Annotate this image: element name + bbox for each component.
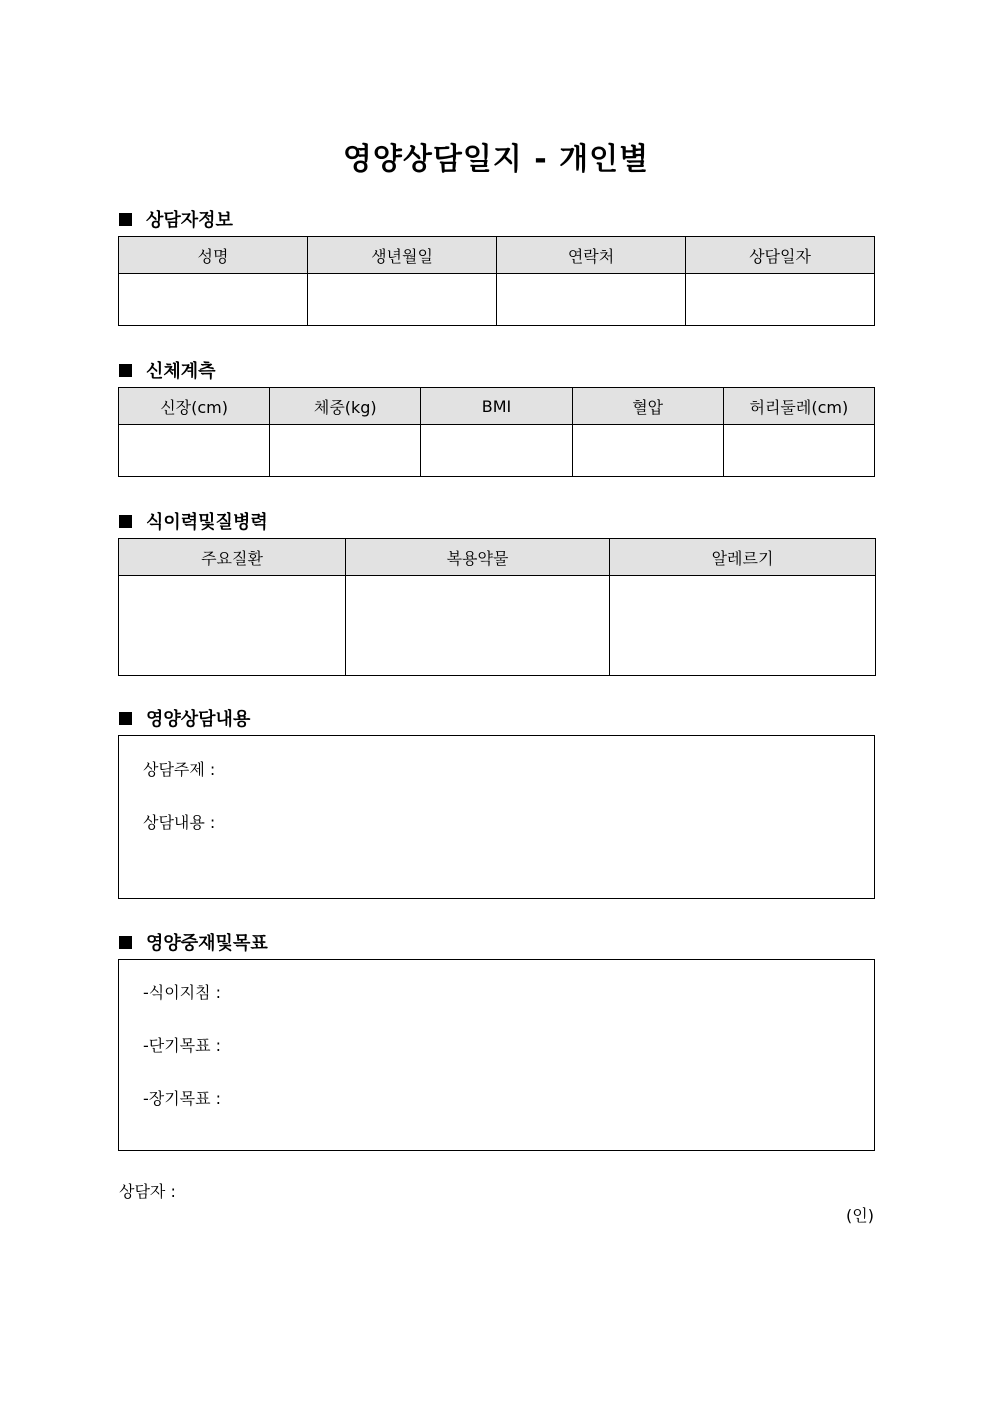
column-header: 성명	[119, 237, 308, 274]
section-title: 영양중재및목표	[146, 933, 268, 954]
counsel-topic-label: 상담주제 :	[143, 760, 216, 779]
history-table	[118, 538, 876, 676]
square-bullet-icon	[119, 364, 132, 377]
column-header: 혈압	[572, 388, 723, 425]
section-heading-body-measure	[119, 357, 216, 383]
diet-guideline-label: -식이지침 :	[143, 983, 222, 1002]
square-bullet-icon	[119, 515, 132, 528]
long-term-goal-label: -장기목표 :	[143, 1089, 222, 1108]
page-title: 영양상담일지 - 개인별	[342, 142, 650, 177]
section-title: 상담자정보	[146, 210, 233, 231]
column-header: BMI	[421, 388, 572, 425]
square-bullet-icon	[119, 936, 132, 949]
table-header-row	[119, 388, 875, 425]
intervention-box[interactable]	[118, 959, 875, 1151]
name-cell[interactable]	[119, 274, 308, 326]
main-disease-cell[interactable]	[119, 576, 346, 676]
table-header-row	[119, 237, 875, 274]
bmi-cell[interactable]	[421, 425, 572, 477]
column-header: 주요질환	[119, 539, 346, 576]
weight-cell[interactable]	[270, 425, 421, 477]
column-header: 복용약물	[346, 539, 610, 576]
section-heading-intervention	[119, 929, 268, 955]
short-term-goal-label: -단기목표 :	[143, 1036, 222, 1055]
table-row	[119, 576, 876, 676]
counsel-content-box[interactable]	[118, 735, 875, 899]
waist-cell[interactable]	[723, 425, 874, 477]
column-header: 알레르기	[610, 539, 876, 576]
section-heading-counsel	[119, 705, 250, 731]
column-header: 상담일자	[686, 237, 875, 274]
square-bullet-icon	[119, 213, 132, 226]
section-heading-client-info	[119, 206, 233, 232]
column-header: 체중(kg)	[270, 388, 421, 425]
contact-cell[interactable]	[497, 274, 686, 326]
medication-cell[interactable]	[346, 576, 610, 676]
square-bullet-icon	[119, 712, 132, 725]
counselor-label: 상담자 :	[119, 1182, 176, 1201]
birthdate-cell[interactable]	[308, 274, 497, 326]
section-title: 신체계측	[146, 361, 216, 382]
column-header: 신장(cm)	[119, 388, 270, 425]
table-header-row	[119, 539, 876, 576]
client-info-table	[118, 236, 875, 326]
allergy-cell[interactable]	[610, 576, 876, 676]
blood-pressure-cell[interactable]	[572, 425, 723, 477]
height-cell[interactable]	[119, 425, 270, 477]
section-title: 식이력및질병력	[146, 512, 268, 533]
column-header: 연락처	[497, 237, 686, 274]
section-heading-history	[119, 508, 268, 534]
counsel-date-cell[interactable]	[686, 274, 875, 326]
seal-label: (인)	[846, 1206, 874, 1225]
table-row	[119, 425, 875, 477]
body-measure-table	[118, 387, 875, 477]
counsel-content-label: 상담내용 :	[143, 813, 216, 832]
section-title: 영양상담내용	[146, 709, 251, 730]
column-header: 허리둘레(cm)	[723, 388, 874, 425]
column-header: 생년월일	[308, 237, 497, 274]
table-row	[119, 274, 875, 326]
